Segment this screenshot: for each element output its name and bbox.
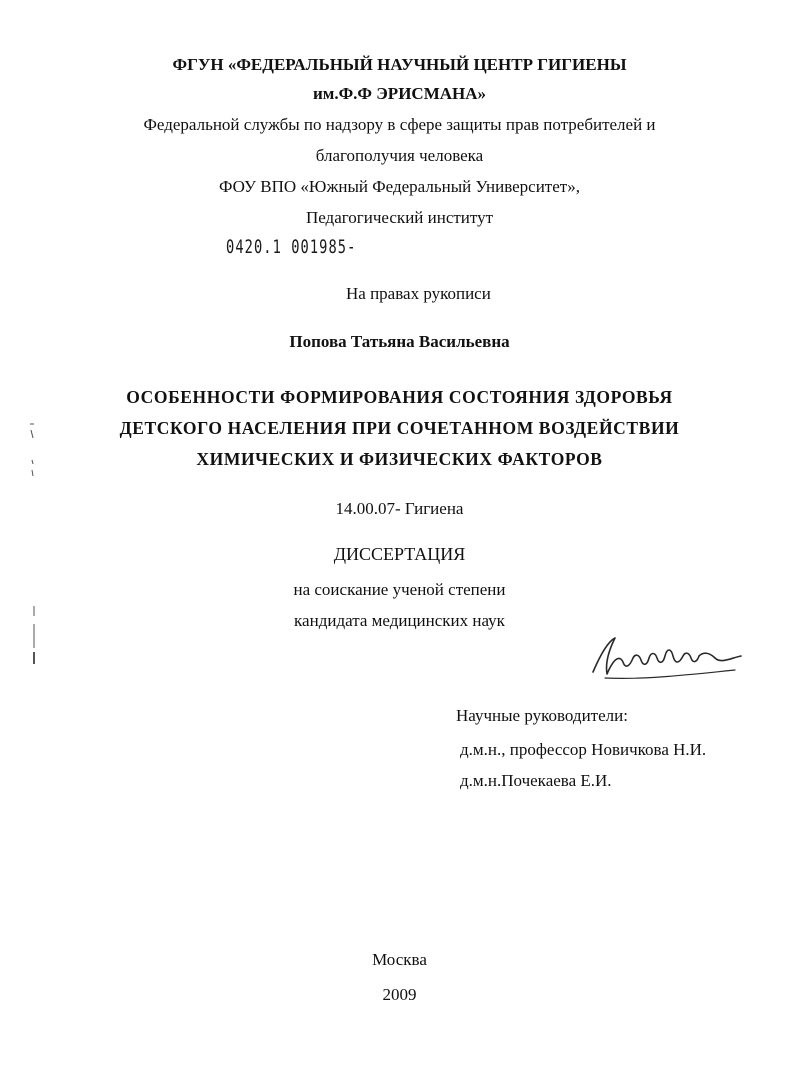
org-line-2: им.Ф.Ф ЭРИСМАНА»	[312, 84, 487, 103]
supervisors-heading: Научные руководители:	[456, 706, 628, 725]
author-name: Попова Татьяна Васильевна	[289, 332, 510, 351]
supervisor-2: д.м.н.Почекаева Е.И.	[460, 771, 612, 790]
document-type: ДИССЕРТАЦИЯ	[333, 544, 466, 564]
degree-line-2: кандидата медицинских наук	[294, 611, 505, 630]
catalog-code: 0420.1 001985-	[226, 236, 357, 258]
specialty: 14.00.07- Гигиена	[335, 499, 464, 518]
degree-line-1: на соискание ученой степени	[293, 580, 506, 599]
manuscript-note: На правах рукописи	[346, 284, 491, 303]
service-line-1: Федеральной службы по надзору в сфере защиты прав потребителей и	[143, 115, 656, 134]
supervisor-1: д.м.н., профессор Новичкова Н.И.	[460, 740, 707, 759]
title-line-1: ОСОБЕННОСТИ ФОРМИРОВАНИЯ СОСТОЯНИЯ ЗДОРОВЬЯ	[126, 387, 673, 407]
city: Москва	[372, 950, 427, 969]
service-line-2: благополучия человека	[315, 146, 484, 165]
org-line-1: ФГУН «ФЕДЕРАЛЬНЫЙ НАУЧНЫЙ ЦЕНТР ГИГИЕНЫ	[172, 55, 627, 74]
title-line-3: ХИМИЧЕСКИХ И ФИЗИЧЕСКИХ ФАКТОРОВ	[196, 449, 603, 469]
university-line: ФОУ ВПО «Южный Федеральный Университет»,	[219, 177, 580, 196]
binding-margin-marks	[24, 420, 44, 670]
title-line-2: ДЕТСКОГО НАСЕЛЕНИЯ ПРИ СОЧЕТАННОМ ВОЗДЕЙСТВИИ	[119, 418, 680, 438]
author-signature	[585, 628, 745, 688]
institute-line: Педагогический институт	[305, 208, 494, 227]
year: 2009	[382, 985, 417, 1004]
